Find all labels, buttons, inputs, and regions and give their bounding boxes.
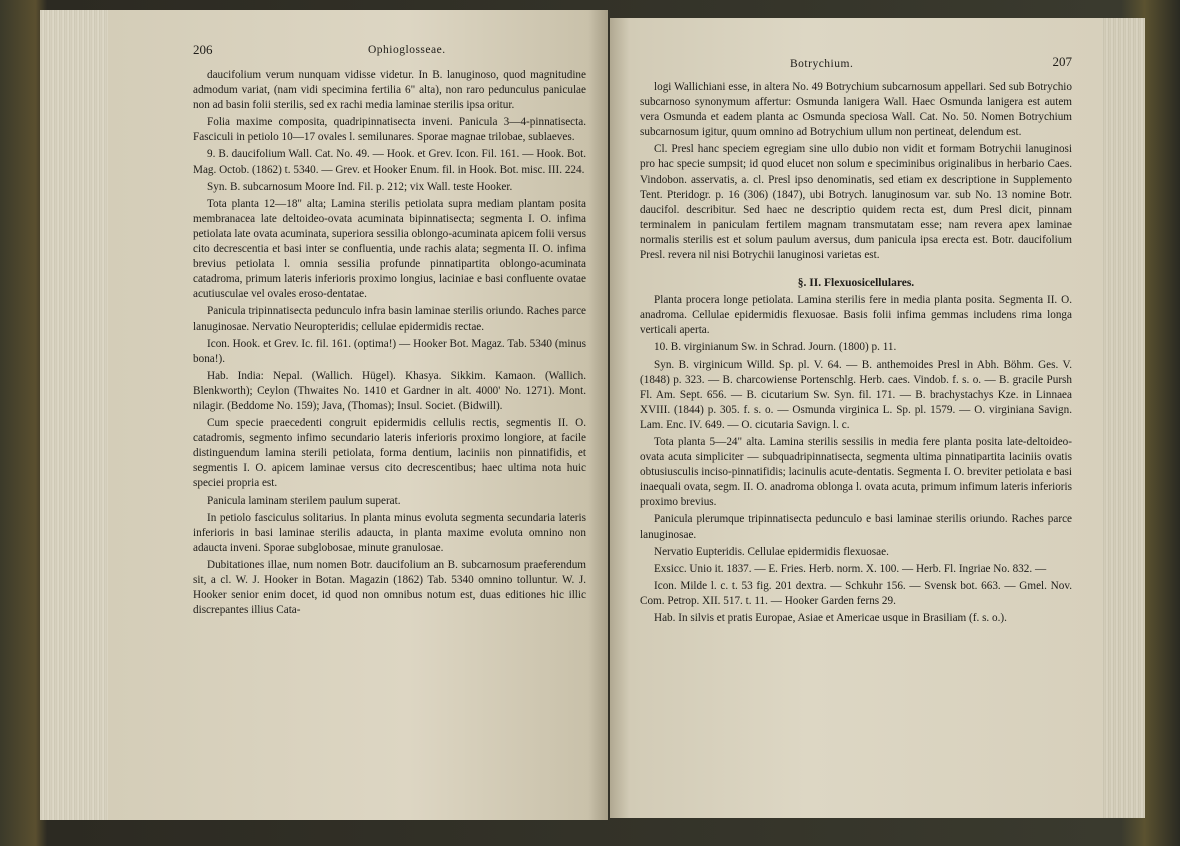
left-page — [108, 10, 608, 820]
running-title: Botrychium. — [790, 58, 854, 70]
paragraph: In petiolo fasciculus solitarius. In planta minus evoluta segmenta secundaria lateris inferioris in basi laminae sterilis adaucta, in planta maxime evoluta omnino non adaucta inveni. Sporae subglobosae, minute granulosae. — [193, 511, 586, 554]
paragraph: Planta procera longe petiolata. Lamina sterilis fere in media planta posita. Segmenta II. O. anadroma. Cellulae epidermidis flexuosae. Basis folii infima gemmas includens rima longa verticali aperta. — [640, 294, 1072, 337]
paragraph: Hab. In silvis et pratis Europae, Asiae et Americae usque in Brasiliam (f. s. o.). — [654, 612, 1007, 624]
section-heading: §. II. Flexuosicellulares. — [797, 277, 915, 290]
paragraph: Panicula laminam sterilem paulum superat. — [207, 494, 401, 507]
paragraph: Syn. B. subcarnosum Moore Ind. Fil. p. 212; vix Wall. teste Hooker. — [207, 180, 513, 193]
paragraph: Cum specie praecedenti congruit epidermidis cellulis rectis, segmentis II. O. catadromis, segmento infimo secundario lateris inferioris proximo longiore, at facile distinguendum lamina sterili petiolata, forma dentium, laciniis non pinnatifidis, et segmentis I. O. apicem laminae versus cito decrescentibus; haec ultima nota huic speciei propria est. — [193, 417, 586, 490]
paragraph: Panicula plerumque tripinnatisecta pedunculo e basi laminae sterilis oriundo. Raches parce lanuginosae. — [640, 513, 1072, 541]
page-number: 207 — [1052, 54, 1072, 69]
paragraph: 10. B. virginianum Sw. in Schrad. Journ. (1800) p. 11. — [654, 341, 897, 354]
paragraph: daucifolium verum nunquam vidisse videtur. In B. lanuginoso, quod magnitudine admodum variat, (nam vidi specimina fertilia 6" alta), non raro pedunculus paniculae non ad basin folii sterilis, sed ex rachi media laminae sterilis ipsa oritur. — [193, 69, 586, 112]
paragraph: Icon. Milde l. c. t. 53 fig. 201 dextra. — Schkuhr 156. — Svensk bot. 663. — Gmel. Nov. Com. Petrop. XII. 517. t. 11. — Hooker Garden ferns 29. — [640, 579, 1072, 607]
left-page-body — [193, 68, 586, 618]
running-title: Ophioglosseae. — [368, 44, 446, 56]
paragraph: 9. B. daucifolium Wall. Cat. No. 49. — Hook. et Grev. Icon. Fil. 161. — Hook. Bot. Mag. Octob. (1862) t. 5340. — Grev. et Hooker Enum. fil. in Hook. Bot. misc. III. 224. — [193, 148, 586, 176]
right-page-body — [640, 80, 1072, 626]
right-page — [610, 18, 1102, 818]
paragraph: logi Wallichiani esse, in altera No. 49 Botrychium subcarnosum appellari. Sed sub Botrychio subcarnoso synonymum affertur: Osmunda lanigera Wall. Haec Osmunda lanigera est autem vera Osmunda et eadem planta ac Osmunda speciosa Wall. Cat. No. 50. Nomen Botrychium subcarnosum igitur, quum omnino ad Botrychium ullum non pertineat, delendum est. — [640, 81, 1072, 139]
paragraph: Nervatio Eupteridis. Cellulae epidermidis flexuosae. — [654, 545, 889, 558]
paragraph: Cl. Presl hanc speciem egregiam sine ullo dubio non vidit et formam Botrychii lanuginosi pro hac specie sumpsit; id quod elucet non solum e speciminibus originalibus in herbario Caes. Vindobon. asservatis, a. cl. Presl ipso denominatis, sed etiam ex descriptione in Supplemento Tent. Pteridogr. p. 16 (306) (1847), ubi Botrych. lanuginosum var. sub No. 13 nomine Botr. daucifol. describitur. Sed haec ne descriptio quidem recta est, dum Presl dicit, pinnam terminalem in paniculam fertilem magnam transmutatam esse; nam revera apex laminae normalis sterilis est et solum paulum aversus, dum panicula ipsa erecta est. Botr. daucifolium Presl. revera nil nisi Botrychii lanuginosi varietas est. — [640, 143, 1072, 262]
right-page-header — [640, 54, 1072, 80]
page-number: 206 — [193, 42, 213, 57]
left-page-header — [193, 42, 586, 68]
paragraph: Exsicc. Unio it. 1837. — E. Fries. Herb. norm. X. 100. — Herb. Fl. Ingriae No. 832. — — [654, 562, 1047, 575]
paragraph: Hab. India: Nepal. (Wallich. Hügel). Khasya. Sikkim. Kamaon. (Wallich. Blenkworth); Ceylon (Thwaites No. 1410 et Gardner in alt. 4000' No. 1271). Mont. nilagir. (Beddome No. 159); Java, (Thomas); Insul. Societ. (Bidwill). — [193, 369, 586, 412]
paragraph: Icon. Hook. et Grev. Ic. fil. 161. (optima!) — Hooker Bot. Magaz. Tab. 5340 (minus bona!). — [193, 337, 586, 365]
paragraph: Folia maxime composita, quadripinnatisecta inveni. Panicula 3—4-pinnatisecta. Fasciculi in petiolo 10—17 ovales l. semilunares. Sporae magnae trilobae, sublaeves. — [193, 116, 586, 144]
paragraph: Panicula tripinnatisecta pedunculo infra basin laminae sterilis oriundo. Raches parce lanuginosae. Nervatio Neuropteridis; cellulae epidermidis rectae. — [193, 305, 586, 333]
paragraph: Syn. B. virginicum Willd. Sp. pl. V. 64. — B. anthemoides Presl in Abh. Böhm. Ges. V. (1848) p. 323. — B. charcowiense Portenschlg. Herb. caes. Vindob. f. s. o. — B. gracile Pursh Fl. Am. Sept. 656. — B. cicutarium Sw. Syn. fil. 171. — B. brachystachys Kze. in Linnaea XVIII. (1844) p. 305. f. s. o. — Osmunda virginica L. Sp. pl. 1579. — O. virginiana Savign. Lam. Enc. IV. 649. — O. cicutaria Savign. l. c. — [640, 358, 1072, 431]
paragraph: Tota planta 5—24" alta. Lamina sterilis sessilis in media fere planta posita late-deltoideo-ovata acuta simpliciter — subquadripinnatisecta, segmenta ultima pinnatipartita laciniis ovatis obtusiusculis inciso-pinnatifidis; lacinulis acute-dentatis. Segmenta I. O. breviter petiolata e basi inaequali ovata, segm. II. O. anadroma oblonga l. ovata acuta, primum infimum lateris inferioris proximo brevius. — [640, 435, 1072, 509]
paragraph: Tota planta 12—18" alta; Lamina sterilis petiolata supra mediam plantam posita membranacea late deltoideo-ovata acuminata bipinnatisecta; segmenta I. O. infima petiolata late ovata acuminata, superiora sessilia oblongo-acuminata apicem folii versus cito decrescentia et basi inter se confluentia, unde rachis alata; segmenta II. O. infima brevius petiolata l. omnia sessilia profunde pinnatipartita oblongo-acuminata catadroma, primum lateris inferioris proximo longius, laciniae e basi confluente ovatae acutiusculae vel ovales eroso-dentatae. — [193, 197, 586, 301]
paragraph: Dubitationes illae, num nomen Botr. daucifolium an B. subcarnosum praeferendum sit, a cl. W. J. Hooker in Botan. Magazin (1862) Tab. 5340 omnino tolluntur. W. J. Hooker senior enim docet, id quod non omnibus notum est, duas editiones hic illic discrepantes illius Cata- — [193, 558, 586, 617]
